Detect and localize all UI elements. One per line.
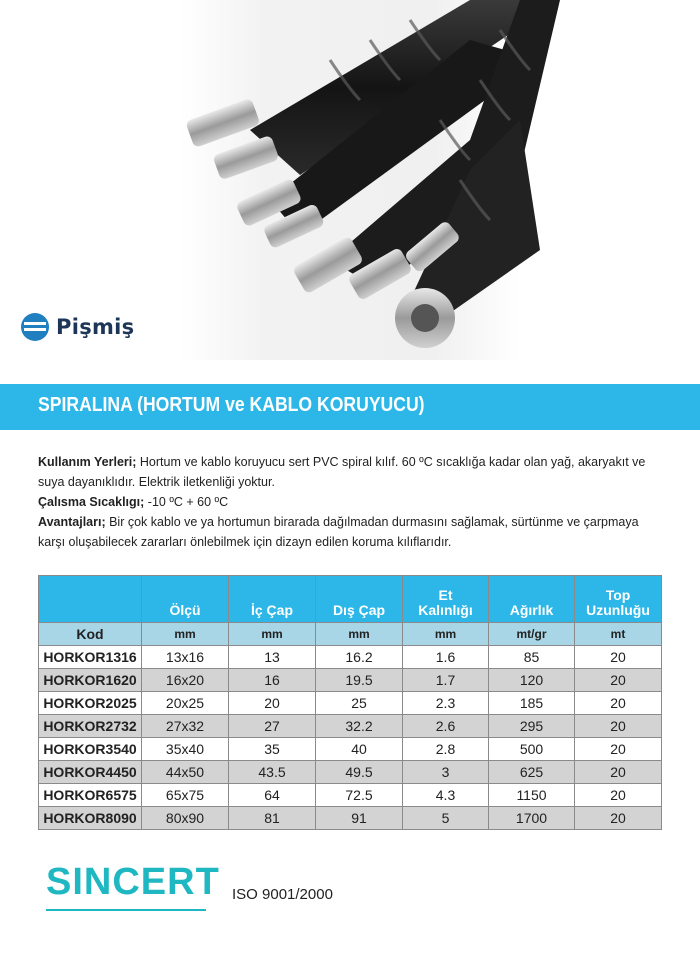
table-row	[39, 807, 662, 830]
table-cell: 43.5	[229, 761, 316, 784]
table-cell: 2.8	[403, 738, 489, 761]
table-row	[39, 738, 662, 761]
header-cell: Ölçü	[142, 576, 229, 623]
sincert-underline	[46, 909, 206, 911]
advantages-paragraph	[38, 512, 668, 552]
table-cell: HORKOR3540	[39, 738, 142, 761]
temp-paragraph	[38, 492, 668, 512]
title-bar	[0, 384, 700, 430]
usage-label: Kullanım Yerleri;	[38, 455, 137, 469]
table-cell: 13	[229, 646, 316, 669]
table-cell: 3	[403, 761, 489, 784]
table-cell: 20x25	[142, 692, 229, 715]
temp-text: -10 ºC + 60 ºC	[144, 495, 229, 509]
header-cell: Top Uzunluğu	[575, 576, 662, 623]
table-cell: 20	[575, 761, 662, 784]
table-header-row	[39, 576, 662, 623]
temp-label: Çalısma Sıcaklıgı;	[38, 495, 145, 509]
pismis-logo	[20, 312, 134, 342]
brand-name: Pişmiş	[56, 315, 135, 339]
unit-cell: mt/gr	[489, 623, 575, 646]
table-cell: 20	[575, 738, 662, 761]
spec-table	[38, 575, 662, 830]
table-cell: 4.3	[403, 784, 489, 807]
table-cell: HORKOR4450	[39, 761, 142, 784]
table-cell: 81	[229, 807, 316, 830]
table-cell: 2.3	[403, 692, 489, 715]
header-cell: Ağırlık	[489, 576, 575, 623]
table-cell: 120	[489, 669, 575, 692]
table-cell: 1700	[489, 807, 575, 830]
table-cell: HORKOR6575	[39, 784, 142, 807]
table-cell: 20	[575, 807, 662, 830]
table-cell: 25	[316, 692, 403, 715]
unit-cell: mm	[229, 623, 316, 646]
product-description	[38, 452, 668, 552]
table-cell: 20	[575, 784, 662, 807]
table-cell: HORKOR8090	[39, 807, 142, 830]
table-cell: 20	[575, 646, 662, 669]
table-cell: 20	[575, 692, 662, 715]
advantages-text: Bir çok kablo ve ya hortumun birarada dağılmadan durmasını sağlamak, sürtünme ve çarpmaya karşı oluşabilecek zararları önlebilmek için dizayn edilen koruma kılıflarıdır.	[38, 515, 639, 549]
table-cell: 64	[229, 784, 316, 807]
table-cell: HORKOR1620	[39, 669, 142, 692]
sincert-logo	[40, 855, 220, 917]
table-cell: 20	[575, 715, 662, 738]
sincert-logo-text: SINCERT	[46, 861, 220, 903]
unit-cell: Kod	[39, 623, 142, 646]
table-row	[39, 784, 662, 807]
unit-cell: mm	[316, 623, 403, 646]
table-cell: 20	[229, 692, 316, 715]
table-cell: 1.6	[403, 646, 489, 669]
table-row	[39, 692, 662, 715]
table-cell: HORKOR2732	[39, 715, 142, 738]
table-cell: 20	[575, 669, 662, 692]
table-unit-row	[39, 623, 662, 646]
iso-standard: ISO 9001/2000	[232, 886, 333, 903]
table-cell: 49.5	[316, 761, 403, 784]
table-row	[39, 669, 662, 692]
table-cell: 13x16	[142, 646, 229, 669]
table-cell: 5	[403, 807, 489, 830]
pismis-logo-icon	[20, 312, 50, 342]
table-cell: 72.5	[316, 784, 403, 807]
table-cell: HORKOR2025	[39, 692, 142, 715]
table-cell: 27	[229, 715, 316, 738]
table-cell: HORKOR1316	[39, 646, 142, 669]
hero-image	[0, 0, 700, 360]
table-cell: 1.7	[403, 669, 489, 692]
hose-photo	[0, 0, 700, 360]
table-cell: 185	[489, 692, 575, 715]
unit-cell: mm	[403, 623, 489, 646]
table-cell: 2.6	[403, 715, 489, 738]
table-cell: 27x32	[142, 715, 229, 738]
advantages-label: Avantajları;	[38, 515, 106, 529]
header-cell: İç Çap	[229, 576, 316, 623]
table-row	[39, 646, 662, 669]
table-cell: 19.5	[316, 669, 403, 692]
header-cell	[39, 576, 142, 623]
table-cell: 40	[316, 738, 403, 761]
header-cell: Dış Çap	[316, 576, 403, 623]
table-cell: 295	[489, 715, 575, 738]
table-cell: 80x90	[142, 807, 229, 830]
table-cell: 32.2	[316, 715, 403, 738]
unit-cell: mt	[575, 623, 662, 646]
usage-text: Hortum ve kablo koruyucu sert PVC spiral kılıf. 60 ºC sıcaklığa kadar olan yağ, akaryakıt ve suya dayanıklıdır. Elektrik iletkenliği yoktur.	[38, 455, 646, 489]
table-row	[39, 761, 662, 784]
table-cell: 16.2	[316, 646, 403, 669]
table-cell: 85	[489, 646, 575, 669]
table-cell: 625	[489, 761, 575, 784]
table-cell: 44x50	[142, 761, 229, 784]
table-cell: 91	[316, 807, 403, 830]
table-cell: 65x75	[142, 784, 229, 807]
table-row	[39, 715, 662, 738]
table-cell: 1150	[489, 784, 575, 807]
table-cell: 16x20	[142, 669, 229, 692]
table-cell: 16	[229, 669, 316, 692]
table-cell: 35	[229, 738, 316, 761]
table-cell: 35x40	[142, 738, 229, 761]
table-cell: 500	[489, 738, 575, 761]
header-cell: Et Kalınlığı	[403, 576, 489, 623]
page-title: SPIRALINA (HORTUM ve KABLO KORUYUCU)	[38, 394, 425, 416]
usage-paragraph	[38, 452, 668, 492]
unit-cell: mm	[142, 623, 229, 646]
